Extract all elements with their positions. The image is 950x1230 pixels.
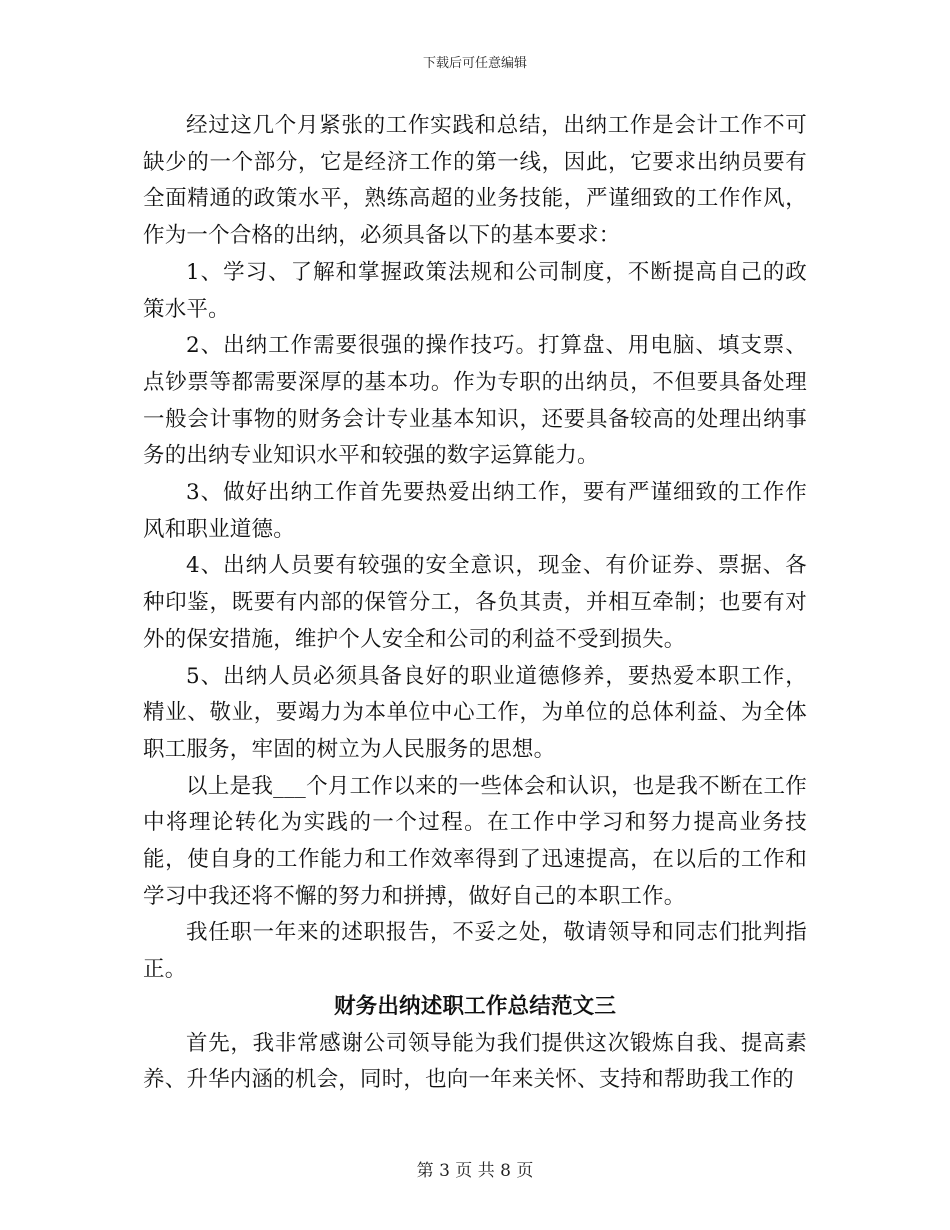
paragraph-summary: 以上是我___个月工作以来的一些体会和认识，也是我不断在工作中将理论转化为实践的一个过程。在工作中学习和努力提高业务技能，使自身的工作能力和工作效率得到了迅速提高，在以后的工作和学习中我还将不懈的努力和拼搏，做好自己的本职工作。 [143, 773, 807, 909]
page-number: 第 3 页 共 8 页 [416, 1161, 534, 1181]
paragraph-item-2: 2、出纳工作需要很强的操作技巧。打算盘、用电脑、填支票、点钞票等都需要深厚的基本功。作为专职的出纳员，不但要具备处理一般会计事物的财务会计专业基本知识，还要具备较高的处理出纳事务的出纳专业知识水平和较强的数字运算能力。 [143, 333, 807, 469]
paragraph-item-5: 5、出纳人员必须具备良好的职业道德修养，要热爱本职工作，精业、敬业，要竭力为本单位中心工作，为单位的总体利益、为全体职工服务，牢固的树立为人民服务的思想。 [143, 663, 807, 762]
paragraph-closing: 我任职一年来的述职报告，不妥之处，敬请领导和同志们批判指正。 [143, 920, 807, 983]
section-title: 财务出纳述职工作总结范文三 [333, 993, 617, 1019]
paragraph-item-1: 1、学习、了解和掌握政策法规和公司制度，不断提高自己的政策水平。 [143, 259, 807, 322]
paragraph-item-4: 4、出纳人员要有较强的安全意识，现金、有价证券、票据、各种印鉴，既要有内部的保管分工，各负其责，并相互牵制；也要有对外的保安措施，维护个人安全和公司的利益不受到损失。 [143, 553, 807, 652]
document-body [143, 108, 807, 1099]
paragraph-section-start: 首先，我非常感谢公司领导能为我们提供这次锻炼自我、提高素养、升华内涵的机会，同时，也向一年来关怀、支持和帮助我工作的 [143, 1030, 807, 1093]
paragraph-intro: 经过这几个月紧张的工作实践和总结，出纳工作是会计工作不可缺少的一个部分，它是经济工作的第一线，因此，它要求出纳员要有全面精通的政策水平，熟练高超的业务技能，严谨细致的工作作风，作为一个合格的出纳，必须具备以下的基本要求： [143, 113, 807, 249]
header-note: 下载后可任意编辑 [422, 56, 527, 71]
paragraph-item-3: 3、做好出纳工作首先要热爱出纳工作，要有严谨细致的工作作风和职业道德。 [143, 480, 807, 542]
